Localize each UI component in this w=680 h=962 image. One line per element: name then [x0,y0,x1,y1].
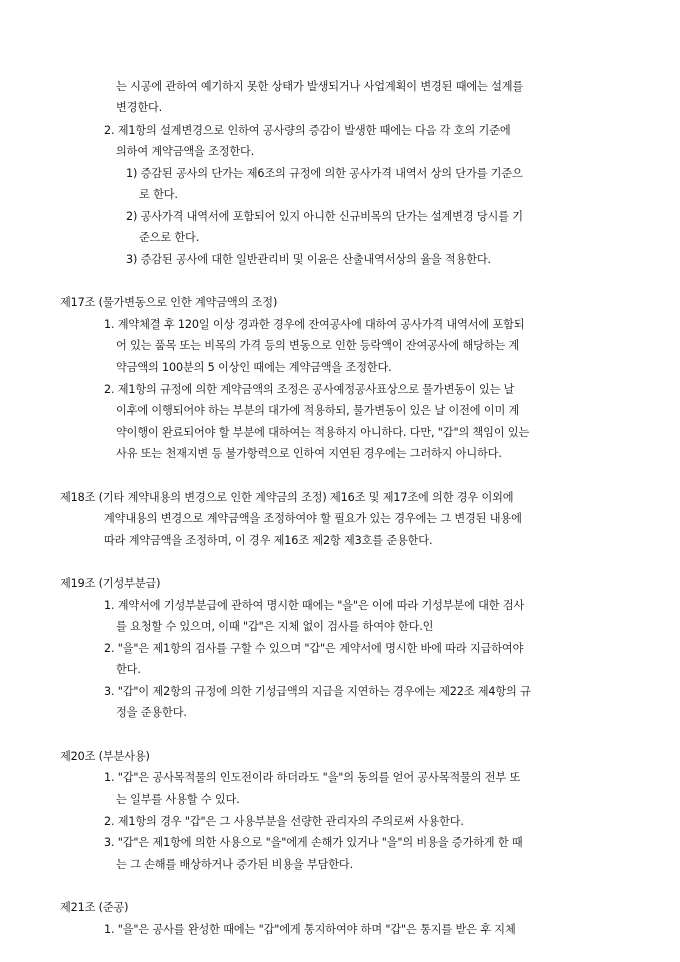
article-17-item-1-line: 1. 계약체결 후 120일 이상 경과한 경우에 잔여공사에 대하여 공사가격 내역서에 포함되 [104,318,525,331]
article-19-item-1-line: 를 요청할 수 있으며, 이때 "갑"은 지체 없이 검사를 하여야 한다.인 [116,620,434,633]
subclause-1-line: 로 한다. [139,188,178,201]
subclause-1-line: 1) 증감된 공사의 단가는 제6조의 규정에 의한 공사가격 내역서 상의 단가를 기준으 [126,167,523,180]
subclause-2-line: 준으로 한다. [139,231,200,244]
clause-2-line: 의하여 계약금액을 조정한다. [116,145,255,158]
article-21-heading: 제21조 (준공) [60,901,129,914]
article-18-paragraph: 계약내용의 변경으로 계약금액을 조정하여야 할 필요가 있는 경우에는 그 변경된 내용에 [104,512,522,525]
article-21-item-1-line: 1. "을"은 공사를 완성한 때에는 "갑"에게 통지하여야 하며 "갑"은 통지를 받은 후 지체 [104,923,516,936]
article-18-paragraph: 따라 계약금액을 조정하며, 이 경우 제16조 제2항 제3호를 준용한다. [104,534,433,547]
article-19-item-3-line: 정을 준용한다. [116,706,187,719]
article-17-item-1-line: 어 있는 품목 또는 비목의 가격 등의 변동으로 인한 등락액이 잔여공사에 해당하는 계 [116,339,520,352]
article-20-heading: 제20조 (부분사용) [60,750,150,763]
article-20-item-3-line: 3. "갑"은 제1항에 의한 사용으로 "을"에게 손해가 있거나 "을"의 비용을 증가하게 한 때 [104,836,523,849]
article-19-heading: 제19조 (기성부분급) [60,577,161,590]
article-20-item-2-line: 2. 제1항의 경우 "갑"은 그 사용부분을 선량한 관리자의 주의로써 사용한다. [104,815,464,828]
article-19-item-3-line: 3. "갑"이 제2항의 규정에 의한 기성급액의 지급을 지연하는 경우에는 제22조 제4항의 규 [104,685,531,698]
clause-2-line: 2. 제1항의 설계변경으로 인하여 공사량의 증감이 발생한 때에는 다음 각 호의 기준에 [104,124,511,137]
article-19-item-1-line: 1. 계약서에 기성부분급에 관하여 명시한 때에는 "을"은 이에 따라 기성부분에 대한 검사 [104,599,525,612]
article-19-item-2-line: 2. "을"은 제1항의 검사를 구할 수 있으며 "갑"은 계약서에 명시한 바에 따라 지급하여야 [104,642,524,655]
article-17-item-2-line: 이후에 이행되어야 하는 부분의 대가에 적용하되, 물가변동이 있은 날 이전에 이미 계 [116,404,520,417]
article-19-item-2-line: 한다. [116,663,141,676]
paragraph-line: 변경한다. [116,101,163,114]
subclause-2-line: 2) 공사가격 내역서에 포함되어 있지 아니한 신규비목의 단가는 설계변경 당시를 기 [126,210,523,223]
article-20-item-1-line: 1. "갑"은 공사목적물의 인도전이라 하더라도 "을"의 동의를 얻어 공사목적물의 전부 또 [104,771,521,784]
article-18-paragraph: 제18조 (기타 계약내용의 변경으로 인한 계약금의 조정) 제16조 및 제17조에 의한 경우 이외에 [60,491,514,504]
subclause-3-line: 3) 증감된 공사에 대한 일반관리비 및 이윤은 산출내역서상의 율을 적용한다. [126,253,491,266]
article-20-item-3-line: 는 그 손해를 배상하거나 증가된 비용을 부담한다. [116,858,353,871]
article-17-item-2-line: 약이행이 완료되어야 할 부분에 대하여는 적용하지 아니하다. 다만, "갑"의 책임이 있는 [116,426,530,439]
article-20-item-1-line: 는 일부를 사용할 수 있다. [116,793,240,806]
article-17-item-1-line: 약금액의 100분의 5 이상인 때에는 계약금액을 조정한다. [116,361,392,374]
article-17-heading: 제17조 (물가변동으로 인한 계약금액의 조정) [60,296,278,309]
article-17-item-2-line: 2. 제1항의 규정에 의한 계약금액의 조정은 공사예정공사표상으로 물가변동이 있는 날 [104,383,515,396]
paragraph-line: 는 시공에 관하여 예기하지 못한 상태가 발생되거나 사업계획이 변경된 때에는 설계를 [116,80,524,93]
article-17-item-2-line: 사유 또는 천재지변 등 불가항력으로 인하여 지연된 경우에는 그러하지 아니하다. [116,447,502,460]
